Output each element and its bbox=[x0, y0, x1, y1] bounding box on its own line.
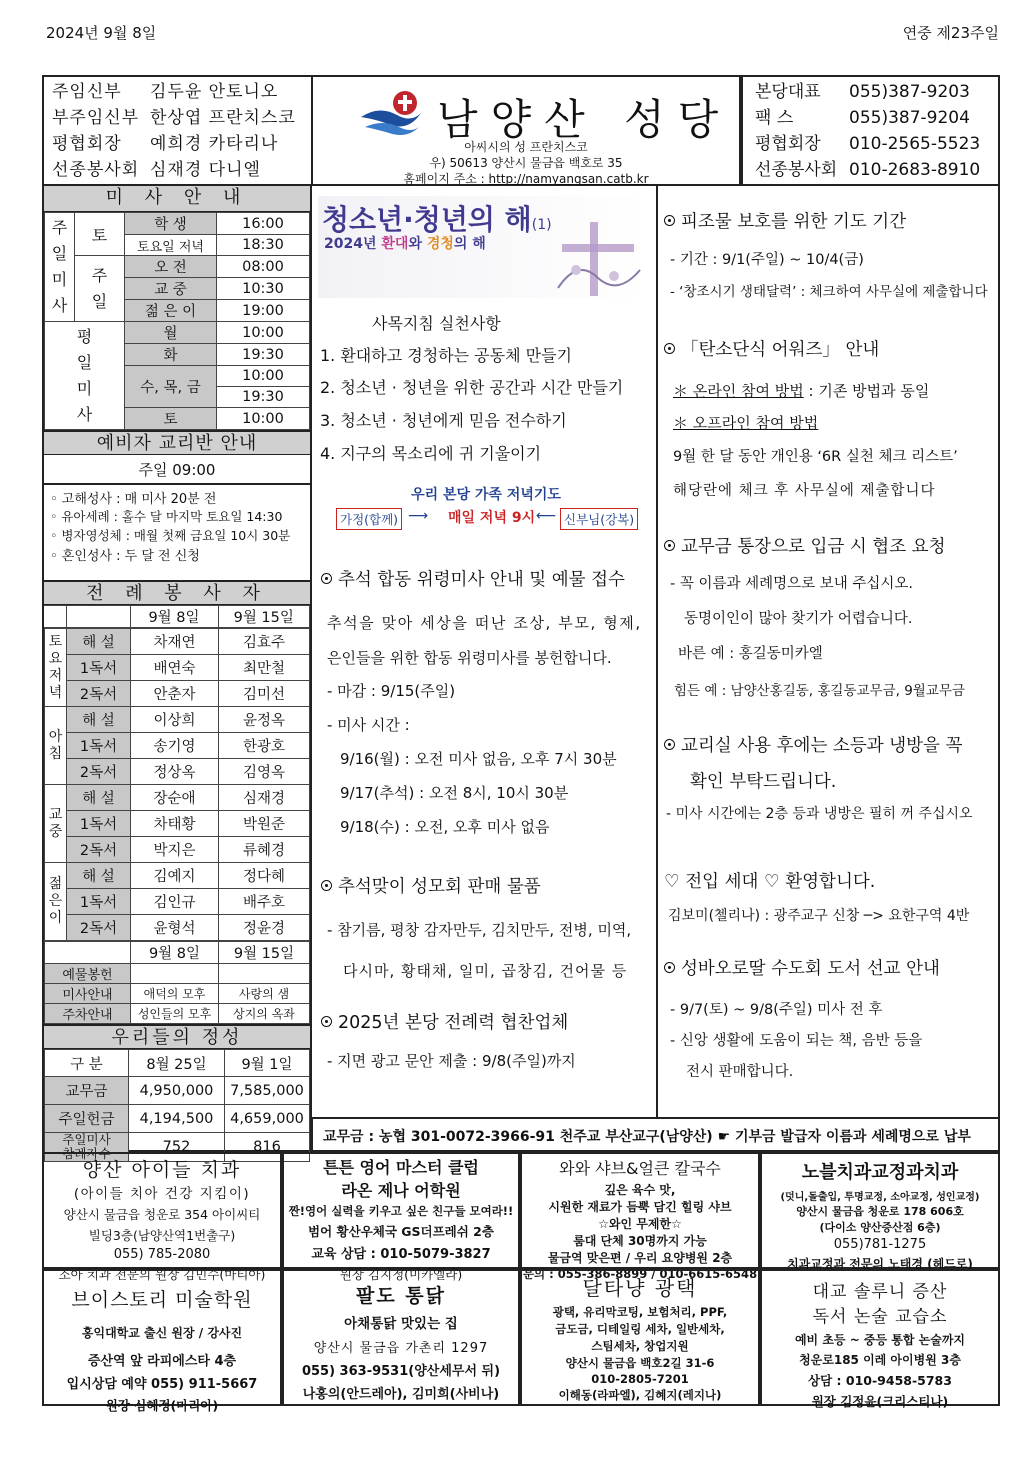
mass-time: 10:30 bbox=[217, 278, 310, 300]
bullet-icon bbox=[664, 962, 675, 973]
account-text: 교무금 : 농협 301-0072-3966-91 천주교 부산교구(남양산) ☛ 기부금 발급자 이름과 세례명으로 납부 bbox=[323, 1129, 971, 1145]
ad-line: (아이들 치아 건강 지킴이) bbox=[73, 1186, 251, 1202]
chuseok-line: - 미사 시간 : bbox=[327, 716, 410, 734]
ad-line: 튼튼 영어 마스터 클럽 bbox=[323, 1158, 479, 1177]
welcome-title: ♡ 전입 세대 ♡ 환영합니다. bbox=[664, 872, 876, 892]
mass-table bbox=[44, 212, 310, 430]
ad-line: 청운로185 이레 아이병원 3층 bbox=[799, 1353, 961, 1367]
bulletin-date: 2024년 9월 8일 bbox=[46, 24, 157, 42]
dues-line: 바른 예 : 홍길동미카엘 bbox=[678, 646, 823, 662]
sun-label: 주일 bbox=[75, 256, 125, 322]
ad-line: 교육 상담 : 010-5079-3827 bbox=[311, 1247, 491, 1262]
offering-label: 주일미사 참례자수 bbox=[45, 1133, 129, 1162]
arrow-right-icon: ⟶ bbox=[408, 508, 429, 524]
carbon-line: 해당란에 체크 후 사무실에 제출합니다 bbox=[673, 483, 936, 499]
offering-value: 4,659,000 bbox=[225, 1105, 310, 1133]
mass-time: 18:30 bbox=[217, 235, 310, 256]
goods-line: 다시마, 황태채, 일미, 곱창김, 건어물 등 bbox=[343, 962, 628, 980]
ad-line: 노블치과교정과치과 bbox=[801, 1162, 959, 1183]
books-line: - 신앙 생활에 도움이 되는 책, 음반 등을 bbox=[670, 1033, 923, 1049]
ad-noble-dental bbox=[760, 1152, 1000, 1269]
ad-line: 독서 논술 교습소 bbox=[812, 1307, 948, 1327]
prayer-title: 우리 본당 가족 저녁기도 bbox=[411, 487, 561, 503]
servers-date2: 9월 15일 bbox=[218, 606, 310, 628]
ad-line: 문의 : 055-386-8899 / 010-6615-6548 bbox=[522, 1267, 758, 1281]
ad-line: 물금역 맞은편 / 우리 요양병원 2층 bbox=[547, 1251, 733, 1265]
ad-line: 증산역 앞 라피에스타 4층 bbox=[87, 1354, 237, 1369]
offering-label: 교무금 bbox=[45, 1077, 129, 1105]
ad-line: (다이소 양산증산점 6층) bbox=[819, 1221, 941, 1234]
server-role: 해 설 bbox=[67, 629, 131, 655]
cross-illustration-icon bbox=[548, 218, 648, 298]
carbon-online: ＊ 온라인 참여 방법 : 기존 방법과 동일 bbox=[673, 382, 930, 400]
ad-line: 양산시 물금읍 청운로 354 아이씨티 bbox=[63, 1207, 261, 1222]
goods-title: 추석맞이 성모회 판매 물품 bbox=[321, 873, 541, 898]
pastoral-item: 3. 청소년 · 청년에게 믿음 전수하기 bbox=[320, 411, 567, 430]
server-name: 윤형석 bbox=[131, 915, 219, 941]
bullet-icon bbox=[664, 343, 675, 354]
books-line: 전시 판매합니다. bbox=[686, 1064, 794, 1080]
ad-line: 금도금, 디테일링 세차, 일반세차, bbox=[555, 1322, 725, 1336]
ad-line: 라온 제나 어학원 bbox=[341, 1181, 461, 1200]
staff-box bbox=[42, 75, 312, 186]
ad-line: 광택, 유리막코팅, 보험처리, PPF, bbox=[552, 1305, 728, 1319]
server-name: 한광호 bbox=[219, 733, 310, 759]
evening-prayer-banner bbox=[336, 484, 636, 536]
offering-value: 4,194,500 bbox=[129, 1105, 225, 1133]
server-group-label: 교중 bbox=[45, 785, 67, 863]
server-name: 이상희 bbox=[131, 707, 219, 733]
server-role: 2독서 bbox=[67, 915, 131, 941]
duty-label: 미사안내 bbox=[45, 984, 131, 1004]
ad-english bbox=[282, 1152, 520, 1282]
duty-label: 예물봉헌 bbox=[45, 964, 131, 984]
duty-group: 성인들의 모후 bbox=[131, 1004, 219, 1024]
servers-date1: 9월 8일 bbox=[130, 606, 218, 628]
contact-row: 본당대표 055)387-9203 bbox=[755, 82, 970, 102]
chuseok-line: 9/16(월) : 오전 미사 없음, 오후 7시 30분 bbox=[340, 750, 617, 768]
arrow-left-icon: ⟵ bbox=[536, 508, 557, 524]
pastoral-title: 사목지침 실천사항 bbox=[372, 314, 501, 333]
ad-dental-kids bbox=[42, 1152, 282, 1282]
pastoral-item: 2. 청소년 · 청년을 위한 공간과 시간 만들기 bbox=[320, 378, 624, 397]
offering-col: 구 분 bbox=[45, 1050, 129, 1077]
offering-title: 우리들의 정성 bbox=[44, 1024, 310, 1049]
bullet-icon bbox=[664, 215, 675, 226]
ad-line: 범어 황산우체국 GS더프레쉬 2층 bbox=[308, 1224, 494, 1239]
account-strip bbox=[311, 1117, 1000, 1152]
classroom-line: - 미사 시간에는 2층 등과 냉방은 필히 꺼 주십시오 bbox=[666, 806, 973, 822]
sacrament-item: ◦ 고해성사 : 매 미사 20분 전 bbox=[50, 492, 217, 507]
chuseok-title: 추석 합동 위령미사 안내 및 예물 접수 bbox=[321, 566, 625, 591]
bullet-icon bbox=[664, 739, 675, 750]
servers-date2: 9월 15일 bbox=[219, 942, 310, 964]
weekday-day: 화 bbox=[125, 344, 217, 366]
duty-group: 사랑의 샘 bbox=[219, 984, 310, 1004]
victims-line: - 기간 : 9/1(주일) ~ 10/4(금) bbox=[670, 252, 864, 268]
mass-time: 16:00 bbox=[217, 213, 310, 235]
dues-title: 교무금 통장으로 입금 시 협조 요청 bbox=[664, 533, 945, 558]
weekday-time: 10:00 bbox=[217, 322, 310, 344]
server-role: 1독서 bbox=[67, 733, 131, 759]
server-name: 김인규 bbox=[131, 889, 219, 915]
banner-title: 청소년·청년의 해(1) bbox=[322, 203, 552, 236]
server-name: 차태황 bbox=[131, 811, 219, 837]
server-name: 김영옥 bbox=[219, 759, 310, 785]
servers-extra bbox=[44, 941, 310, 1024]
weekday-day: 월 bbox=[125, 322, 217, 344]
server-name: 정윤경 bbox=[219, 915, 310, 941]
ad-line: 팔도 통닭 bbox=[355, 1285, 447, 1307]
staff-row: 부주임신부 한상엽 프란치스코 bbox=[52, 108, 296, 128]
server-role: 1독서 bbox=[67, 811, 131, 837]
mass-title: 미 사 안 내 bbox=[44, 186, 310, 212]
servers-body bbox=[44, 628, 310, 941]
books-line: - 9/7(토) ~ 9/8(주일) 미사 전 후 bbox=[670, 1002, 883, 1018]
ad-line: 나홍의(안드레아), 김미희(사비나) bbox=[302, 1387, 500, 1402]
offering-value: 4,950,000 bbox=[129, 1077, 225, 1105]
banner-subtitle: 2024년 환대와 경청의 해 bbox=[324, 236, 486, 252]
offering-value: 752 bbox=[129, 1133, 225, 1162]
chuseok-line: 9/18(수) : 오전, 오후 미사 없음 bbox=[340, 818, 550, 836]
contact-row: 평협회장 010-2565-5523 bbox=[755, 134, 981, 154]
server-role: 해 설 bbox=[67, 863, 131, 889]
pastoral-item: 4. 지구의 목소리에 귀 기울이기 bbox=[320, 444, 542, 463]
dues-line: 힘든 예 : 남양산홍길동, 홍길동교무금, 9월교무금 bbox=[674, 683, 965, 699]
mass-name: 학 생 bbox=[125, 213, 217, 235]
weekday-day: 수, 목, 금 bbox=[125, 366, 217, 408]
liturgical-week: 연중 제23주일 bbox=[902, 24, 999, 42]
server-role: 1독서 bbox=[67, 889, 131, 915]
ad-line: 브이스토리 미술학원 bbox=[71, 1289, 253, 1311]
ad-line: (덧니,돌출입, 투명교정, 소아교정, 성인교정) bbox=[780, 1192, 980, 1203]
prayer-left: 가정(합께) bbox=[336, 508, 402, 530]
server-name: 송기영 bbox=[131, 733, 219, 759]
welcome-line: 김보미(첼리나) : 광주교구 신창 ─> 요한구역 4반 bbox=[668, 908, 970, 924]
bullet-icon bbox=[321, 1016, 332, 1027]
ad-line: 055)781-1275 bbox=[833, 1237, 927, 1252]
calendar-line: - 지면 광고 문안 제출 : 9/8(주일)까지 bbox=[327, 1052, 576, 1070]
classroom-title: 교리실 사용 후에는 소등과 냉방을 꼭 bbox=[664, 732, 962, 757]
ad-line: 원장 김지정(미카엘라) bbox=[339, 1267, 463, 1282]
ad-line: 양산시 물금읍 청운로 178 606호 bbox=[796, 1205, 964, 1218]
dues-line: 동명이인이 많아 찾기가 어렵습니다. bbox=[684, 611, 913, 627]
carbon-line: 9월 한 달 동안 개인용 ‘6R 실천 체크 리스트’ bbox=[673, 449, 958, 465]
ad-line: 아채통닭 맛있는 집 bbox=[344, 1316, 458, 1332]
church-address: 우) 50613 양산시 물금읍 백호로 35 bbox=[429, 156, 623, 170]
ad-line: 스팀세차, 창업지원 bbox=[591, 1339, 689, 1353]
ad-line: 소아 치과 전문의 원장 김민수(마티아) bbox=[58, 1267, 266, 1282]
sunday-mass-label: 주일미사 bbox=[45, 213, 75, 322]
calendar-title: 2025년 본당 전례력 협찬업체 bbox=[321, 1009, 568, 1034]
mass-name: 토요일 저녁 bbox=[125, 235, 217, 256]
ad-art-school bbox=[42, 1269, 282, 1413]
server-name: 최만철 bbox=[219, 655, 310, 681]
weekday-time: 19:30 bbox=[217, 344, 310, 366]
ad-line: 달타냥 광택 bbox=[582, 1276, 698, 1300]
sat-label: 토 bbox=[75, 213, 125, 256]
server-name: 안춘자 bbox=[131, 681, 219, 707]
homepage-link[interactable]: http://namyangsan.catb.kr bbox=[488, 172, 649, 186]
contact-row: 팩 스 055)387-9204 bbox=[755, 108, 970, 128]
catechumen-time: 주일 09:00 bbox=[44, 455, 310, 485]
server-name: 김미선 bbox=[219, 681, 310, 707]
server-role: 2독서 bbox=[67, 681, 131, 707]
bullet-icon bbox=[321, 880, 332, 891]
server-role: 1독서 bbox=[67, 655, 131, 681]
ad-line: 예비 초등 ~ 중등 통합 논술까지 bbox=[794, 1333, 966, 1347]
server-name: 김효주 bbox=[219, 629, 310, 655]
server-name: 박원준 bbox=[219, 811, 310, 837]
server-group-label: 젊은이 bbox=[45, 863, 67, 941]
catechumen-title: 예비자 교리반 안내 bbox=[44, 430, 310, 455]
duty-group: 애덕의 모후 bbox=[131, 984, 219, 1004]
youth-year-banner bbox=[318, 196, 650, 298]
server-role: 2독서 bbox=[67, 759, 131, 785]
server-name: 장순애 bbox=[131, 785, 219, 811]
sacrament-item: ◦ 유아세례 : 홀수 달 마지막 토요일 14:30 bbox=[50, 509, 283, 524]
books-title: 성바오로딸 수도회 도서 선교 안내 bbox=[664, 955, 940, 980]
bullet-icon bbox=[664, 540, 675, 551]
ad-line: 짠!영어 실력을 키우고 싶은 친구들 모여라!! bbox=[288, 1204, 514, 1218]
weekday-day: 토 bbox=[125, 408, 217, 430]
server-name: 박지은 bbox=[131, 837, 219, 863]
chuseok-line: 9/17(추석) : 오전 8시, 10시 30분 bbox=[340, 784, 569, 802]
staff-row: 선종봉사회 심재경 다니엘 bbox=[52, 160, 261, 180]
goods-line: - 참기름, 평창 감자만두, 김치만두, 전병, 미역, bbox=[327, 921, 632, 939]
duty-label: 주차안내 bbox=[45, 1004, 131, 1024]
prayer-mid: 매일 저녁 9시 bbox=[448, 510, 536, 526]
contact-row: 선종봉사회 010-2683-8910 bbox=[755, 160, 981, 180]
server-name: 정상옥 bbox=[131, 759, 219, 785]
server-role: 해 설 bbox=[67, 785, 131, 811]
ad-line: 시원한 재료가 듬뿍 담긴 힐링 샤브 bbox=[548, 1200, 732, 1214]
mass-name: 젊 은 이 bbox=[125, 300, 217, 322]
ad-line: 원장 김정윤(크리스티나) bbox=[811, 1394, 949, 1409]
church-title-box bbox=[311, 75, 741, 186]
mass-time: 19:00 bbox=[217, 300, 310, 322]
classroom-title2: 확인 부탁드립니다. bbox=[690, 772, 837, 792]
server-role: 해 설 bbox=[67, 707, 131, 733]
left-column bbox=[42, 186, 312, 1161]
church-name: 남양산 성당 bbox=[437, 95, 732, 144]
server-name: 류혜경 bbox=[219, 837, 310, 863]
ad-line: 룸대 단체 30명까지 가능 bbox=[573, 1234, 707, 1248]
carbon-title: 「탄소단식 어워즈」 안내 bbox=[664, 336, 879, 361]
chuseok-line: 추석을 맞아 세상을 떠난 조상, 부모, 형제, bbox=[327, 614, 642, 632]
dues-line: - 꼭 이름과 세례명으로 보내 주십시오. bbox=[670, 576, 913, 592]
offering-col: 8월 25일 bbox=[129, 1050, 225, 1077]
carbon-offline: ＊ 오프라인 참여 방법 bbox=[673, 414, 819, 432]
ad-chicken bbox=[282, 1269, 520, 1406]
ad-line: 빌딩3층(남양산역1번출구) bbox=[88, 1228, 236, 1243]
victims-title: 피조물 보호를 위한 기도 기간 bbox=[664, 208, 906, 233]
chuseok-line: 은인들을 위한 합동 위령미사를 봉헌합니다. bbox=[327, 649, 612, 667]
ad-line: 깊은 육수 맛, bbox=[604, 1183, 676, 1197]
server-name: 김예지 bbox=[131, 863, 219, 889]
server-name: 윤정옥 bbox=[219, 707, 310, 733]
ad-line: 대교 솔루니 증산 bbox=[812, 1282, 948, 1302]
ad-line: 양산시 물금읍 백호2길 31-6 bbox=[565, 1356, 715, 1370]
sacrament-item: ◦ 병자영성체 : 매월 첫째 금요일 10시 30분 bbox=[50, 528, 291, 543]
prayer-right: 신부님(강복) bbox=[560, 508, 638, 530]
contacts-box bbox=[741, 75, 1000, 186]
weekday-mass-label: 평 일 미 사 bbox=[45, 322, 125, 430]
server-group-label: 아침 bbox=[45, 707, 67, 785]
church-patron: 아씨시의 성 프란치스코 bbox=[464, 140, 588, 154]
ad-line: 055) 785-2080 bbox=[113, 1247, 211, 1262]
ad-line: 양산 아이들 치과 bbox=[82, 1159, 242, 1181]
ad-line: 010-2805-7201 bbox=[591, 1372, 689, 1386]
offering-label: 주일헌금 bbox=[45, 1105, 129, 1133]
staff-row: 주임신부 김두윤 안토니오 bbox=[52, 82, 279, 102]
duty-group: 상지의 옥좌 bbox=[219, 1004, 310, 1024]
server-role: 2독서 bbox=[67, 837, 131, 863]
ad-line: 홍익대학교 출신 원장 / 강사진 bbox=[81, 1326, 243, 1340]
offering-value: 7,585,000 bbox=[225, 1077, 310, 1105]
ad-line: 원장 심혜정(마리아) bbox=[105, 1398, 219, 1413]
weekday-time: 10:00 bbox=[217, 366, 310, 387]
church-logo-icon bbox=[359, 87, 423, 137]
sacraments bbox=[44, 485, 310, 580]
weekday-time: 10:00 bbox=[217, 408, 310, 430]
ad-line: 상담 : 010-9458-5783 bbox=[808, 1373, 952, 1388]
staff-row: 평협회장 예희경 카타리나 bbox=[52, 134, 279, 154]
offering-table bbox=[44, 1049, 310, 1162]
ad-line: 055) 363-9531(양산세무서 뒤) bbox=[301, 1364, 501, 1379]
ad-daekyo bbox=[760, 1269, 1000, 1409]
server-name: 차재연 bbox=[131, 629, 219, 655]
sacrament-item: ◦ 혼인성사 : 두 달 전 신청 bbox=[50, 549, 200, 564]
servers-table bbox=[44, 605, 310, 628]
victims-line: - ‘창조시기 생태달력’ : 체크하여 사무실에 제출합니다 bbox=[670, 284, 988, 300]
servers-date1: 9월 8일 bbox=[131, 942, 219, 964]
mass-name: 교 중 bbox=[125, 278, 217, 300]
bullet-icon bbox=[321, 573, 332, 584]
ad-line: 이해동(라파엘), 김혜지(레지나) bbox=[558, 1388, 722, 1402]
mass-name: 오 전 bbox=[125, 256, 217, 278]
weekday-time: 19:30 bbox=[217, 387, 310, 408]
ad-line: ☆와인 무제한☆ bbox=[598, 1217, 682, 1231]
mass-time: 08:00 bbox=[217, 256, 310, 278]
ad-line: 와와 샤브&얼큰 칼국수 bbox=[559, 1159, 721, 1178]
server-name: 정다혜 bbox=[219, 863, 310, 889]
ad-shabu bbox=[520, 1152, 760, 1281]
offering-value: 816 bbox=[225, 1133, 310, 1162]
server-group-label: 토요저녁 bbox=[45, 629, 67, 707]
ad-detailing bbox=[520, 1269, 760, 1406]
offering-col: 9월 1일 bbox=[225, 1050, 310, 1077]
ad-line: 입시상담 예약 055) 911-5667 bbox=[66, 1377, 258, 1392]
ad-line: 양산시 물금읍 가촌리 1297 bbox=[313, 1341, 489, 1356]
server-name: 배주호 bbox=[219, 889, 310, 915]
server-name: 심재경 bbox=[219, 785, 310, 811]
chuseok-line: - 마감 : 9/15(주일) bbox=[327, 682, 456, 700]
servers-title: 전 례 봉 사 자 bbox=[44, 580, 310, 605]
church-homepage: 홈페이지 주소 : http://namyangsan.catb.kr bbox=[403, 172, 649, 186]
server-name: 배연숙 bbox=[131, 655, 219, 681]
pastoral-item: 1. 환대하고 경청하는 공동체 만들기 bbox=[320, 346, 572, 365]
ad-line: 치과교정과 전문의 노태경 (헤드로) bbox=[787, 1257, 973, 1271]
